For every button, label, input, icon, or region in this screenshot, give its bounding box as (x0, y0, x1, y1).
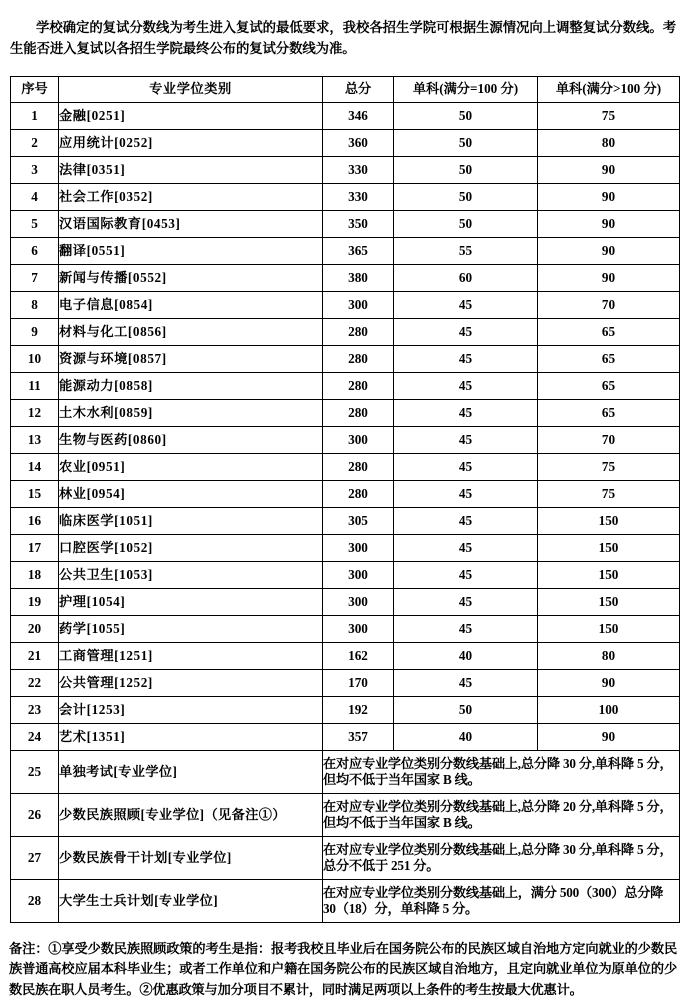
row-sub-eq100: 40 (394, 642, 538, 669)
table-row (11, 399, 680, 426)
row-description: 在对应专业学位类别分数线基础上,总分降 20 分,单科降 5 分，但均不低于当年国家 B 线。 (323, 793, 680, 836)
table-row (11, 291, 680, 318)
row-index: 14 (11, 453, 59, 480)
row-sub-eq100: 50 (394, 156, 538, 183)
row-index: 21 (11, 642, 59, 669)
table-row (11, 318, 680, 345)
row-category: 土木水利[0859] (59, 399, 323, 426)
row-sub-gt100: 90 (538, 210, 680, 237)
row-total: 305 (323, 507, 394, 534)
table-row (11, 237, 680, 264)
row-sub-gt100: 80 (538, 129, 680, 156)
row-category: 林业[0954] (59, 480, 323, 507)
row-total: 280 (323, 345, 394, 372)
row-sub-eq100: 45 (394, 480, 538, 507)
row-total: 300 (323, 291, 394, 318)
row-sub-gt100: 65 (538, 399, 680, 426)
row-sub-gt100: 90 (538, 669, 680, 696)
row-sub-eq100: 40 (394, 723, 538, 750)
header-sub-eq100: 单科(满分=100 分) (394, 76, 538, 102)
row-total: 330 (323, 183, 394, 210)
row-index: 23 (11, 696, 59, 723)
row-description: 在对应专业学位类别分数线基础上，满分 500（300）总分降 30（18）分，单科降 5 分。 (323, 879, 680, 922)
row-index: 22 (11, 669, 59, 696)
row-sub-gt100: 80 (538, 642, 680, 669)
row-sub-gt100: 90 (538, 237, 680, 264)
table-row (11, 723, 680, 750)
row-category: 翻译[0551] (59, 237, 323, 264)
row-description: 在对应专业学位类别分数线基础上,总分降 30 分,单科降 5 分，总分不低于 251 分。 (323, 836, 680, 879)
row-category: 少数民族骨干计划[专业学位] (59, 836, 323, 879)
row-index: 26 (11, 793, 59, 836)
table-row (11, 453, 680, 480)
score-line-table (10, 76, 680, 923)
table-row (11, 345, 680, 372)
row-sub-gt100: 90 (538, 723, 680, 750)
table-row (11, 210, 680, 237)
row-sub-gt100: 70 (538, 291, 680, 318)
row-category: 会计[1253] (59, 696, 323, 723)
row-sub-eq100: 45 (394, 534, 538, 561)
row-category: 少数民族照顾[专业学位]（见备注①） (59, 793, 323, 836)
row-sub-eq100: 50 (394, 210, 538, 237)
row-category: 金融[0251] (59, 102, 323, 129)
row-index: 20 (11, 615, 59, 642)
row-total: 330 (323, 156, 394, 183)
table-row (11, 669, 680, 696)
row-sub-gt100: 150 (538, 507, 680, 534)
row-index: 27 (11, 836, 59, 879)
footer-notes: 备注：①享受少数民族照顾政策的考生是指：报考我校且毕业后在国务院公布的民族区域自治地方定向就业的少数民族普通高校应届本科毕业生；或者工作单位和户籍在国务院公布的民族区域自治地方，且定向就业单位为原单位的少数民族在职人员考生。②优惠政策与加分项目不累计，同时满足两项以上条件的考生按最大优惠计。 (9, 940, 677, 997)
row-index: 6 (11, 237, 59, 264)
row-index: 1 (11, 102, 59, 129)
row-description: 在对应专业学位类别分数线基础上,总分降 30 分,单科降 5 分，但均不低于当年国家 B 线。 (323, 750, 680, 793)
row-sub-gt100: 65 (538, 372, 680, 399)
table-row (11, 534, 680, 561)
table-row (11, 588, 680, 615)
row-category: 大学生士兵计划[专业学位] (59, 879, 323, 922)
row-total: 170 (323, 669, 394, 696)
table-row-special (11, 836, 680, 879)
row-index: 8 (11, 291, 59, 318)
row-sub-eq100: 55 (394, 237, 538, 264)
row-category: 新闻与传播[0552] (59, 264, 323, 291)
row-total: 280 (323, 453, 394, 480)
row-sub-eq100: 45 (394, 399, 538, 426)
row-sub-eq100: 50 (394, 183, 538, 210)
row-sub-eq100: 45 (394, 507, 538, 534)
row-index: 18 (11, 561, 59, 588)
row-category: 生物与医药[0860] (59, 426, 323, 453)
row-category: 资源与环境[0857] (59, 345, 323, 372)
row-sub-eq100: 45 (394, 615, 538, 642)
row-index: 16 (11, 507, 59, 534)
row-sub-eq100: 50 (394, 129, 538, 156)
row-sub-gt100: 90 (538, 156, 680, 183)
header-index: 序号 (11, 76, 59, 102)
table-row (11, 372, 680, 399)
row-sub-eq100: 45 (394, 426, 538, 453)
row-category: 农业[0951] (59, 453, 323, 480)
table-row (11, 615, 680, 642)
row-sub-gt100: 150 (538, 534, 680, 561)
row-index: 28 (11, 879, 59, 922)
row-sub-eq100: 45 (394, 345, 538, 372)
row-index: 25 (11, 750, 59, 793)
row-sub-eq100: 45 (394, 669, 538, 696)
header-sub-gt100: 单科(满分>100 分) (538, 76, 680, 102)
row-sub-gt100: 65 (538, 345, 680, 372)
row-total: 365 (323, 237, 394, 264)
row-category: 社会工作[0352] (59, 183, 323, 210)
row-category: 临床医学[1051] (59, 507, 323, 534)
row-sub-gt100: 65 (538, 318, 680, 345)
row-sub-gt100: 75 (538, 102, 680, 129)
row-index: 2 (11, 129, 59, 156)
row-category: 汉语国际教育[0453] (59, 210, 323, 237)
row-total: 280 (323, 399, 394, 426)
table-row (11, 183, 680, 210)
row-category: 应用统计[0252] (59, 129, 323, 156)
row-index: 4 (11, 183, 59, 210)
row-sub-eq100: 60 (394, 264, 538, 291)
row-index: 3 (11, 156, 59, 183)
table-body (11, 102, 680, 922)
row-index: 24 (11, 723, 59, 750)
row-sub-eq100: 50 (394, 696, 538, 723)
row-category: 法律[0351] (59, 156, 323, 183)
row-sub-gt100: 75 (538, 453, 680, 480)
table-row (11, 129, 680, 156)
row-index: 11 (11, 372, 59, 399)
row-total: 192 (323, 696, 394, 723)
row-sub-eq100: 45 (394, 453, 538, 480)
row-total: 300 (323, 426, 394, 453)
row-index: 10 (11, 345, 59, 372)
row-total: 280 (323, 372, 394, 399)
row-total: 300 (323, 534, 394, 561)
row-total: 380 (323, 264, 394, 291)
row-category: 公共卫生[1053] (59, 561, 323, 588)
intro-paragraph: 学校确定的复试分数线为考生进入复试的最低要求，我校各招生学院可根据生源情况向上调整复试分数线。考生能否进入复试以各招生学院最终公布的复试分数线为准。 (10, 20, 676, 57)
table-row (11, 156, 680, 183)
table-row-special (11, 879, 680, 922)
header-category: 专业学位类别 (59, 76, 323, 102)
row-category: 材料与化工[0856] (59, 318, 323, 345)
row-sub-gt100: 75 (538, 480, 680, 507)
table-row (11, 561, 680, 588)
row-index: 13 (11, 426, 59, 453)
table-row (11, 102, 680, 129)
table-row (11, 264, 680, 291)
row-total: 280 (323, 480, 394, 507)
row-total: 300 (323, 615, 394, 642)
row-sub-gt100: 70 (538, 426, 680, 453)
row-total: 300 (323, 588, 394, 615)
row-total: 357 (323, 723, 394, 750)
table-row (11, 642, 680, 669)
table-header (11, 76, 680, 102)
row-total: 346 (323, 102, 394, 129)
row-total: 162 (323, 642, 394, 669)
row-sub-eq100: 50 (394, 102, 538, 129)
row-total: 350 (323, 210, 394, 237)
row-total: 280 (323, 318, 394, 345)
row-sub-eq100: 45 (394, 561, 538, 588)
row-category: 能源动力[0858] (59, 372, 323, 399)
row-category: 电子信息[0854] (59, 291, 323, 318)
row-total: 360 (323, 129, 394, 156)
row-total: 300 (323, 561, 394, 588)
row-index: 17 (11, 534, 59, 561)
row-sub-gt100: 150 (538, 588, 680, 615)
row-sub-gt100: 150 (538, 561, 680, 588)
row-index: 7 (11, 264, 59, 291)
score-line-document (0, 13, 686, 997)
row-category: 艺术[1351] (59, 723, 323, 750)
row-sub-gt100: 150 (538, 615, 680, 642)
row-sub-eq100: 45 (394, 588, 538, 615)
table-row (11, 507, 680, 534)
table-row (11, 426, 680, 453)
table-row (11, 696, 680, 723)
table-row (11, 480, 680, 507)
row-sub-eq100: 45 (394, 291, 538, 318)
row-category: 护理[1054] (59, 588, 323, 615)
table-row-special (11, 793, 680, 836)
row-index: 12 (11, 399, 59, 426)
row-sub-gt100: 100 (538, 696, 680, 723)
row-category: 公共管理[1252] (59, 669, 323, 696)
row-sub-gt100: 90 (538, 183, 680, 210)
header-total: 总分 (323, 76, 394, 102)
row-category: 药学[1055] (59, 615, 323, 642)
row-index: 9 (11, 318, 59, 345)
row-sub-eq100: 45 (394, 372, 538, 399)
table-header-row (11, 76, 680, 102)
row-index: 19 (11, 588, 59, 615)
row-category: 单独考试[专业学位] (59, 750, 323, 793)
row-sub-gt100: 90 (538, 264, 680, 291)
table-row-special (11, 750, 680, 793)
row-sub-eq100: 45 (394, 318, 538, 345)
row-index: 5 (11, 210, 59, 237)
row-index: 15 (11, 480, 59, 507)
row-category: 工商管理[1251] (59, 642, 323, 669)
row-category: 口腔医学[1052] (59, 534, 323, 561)
